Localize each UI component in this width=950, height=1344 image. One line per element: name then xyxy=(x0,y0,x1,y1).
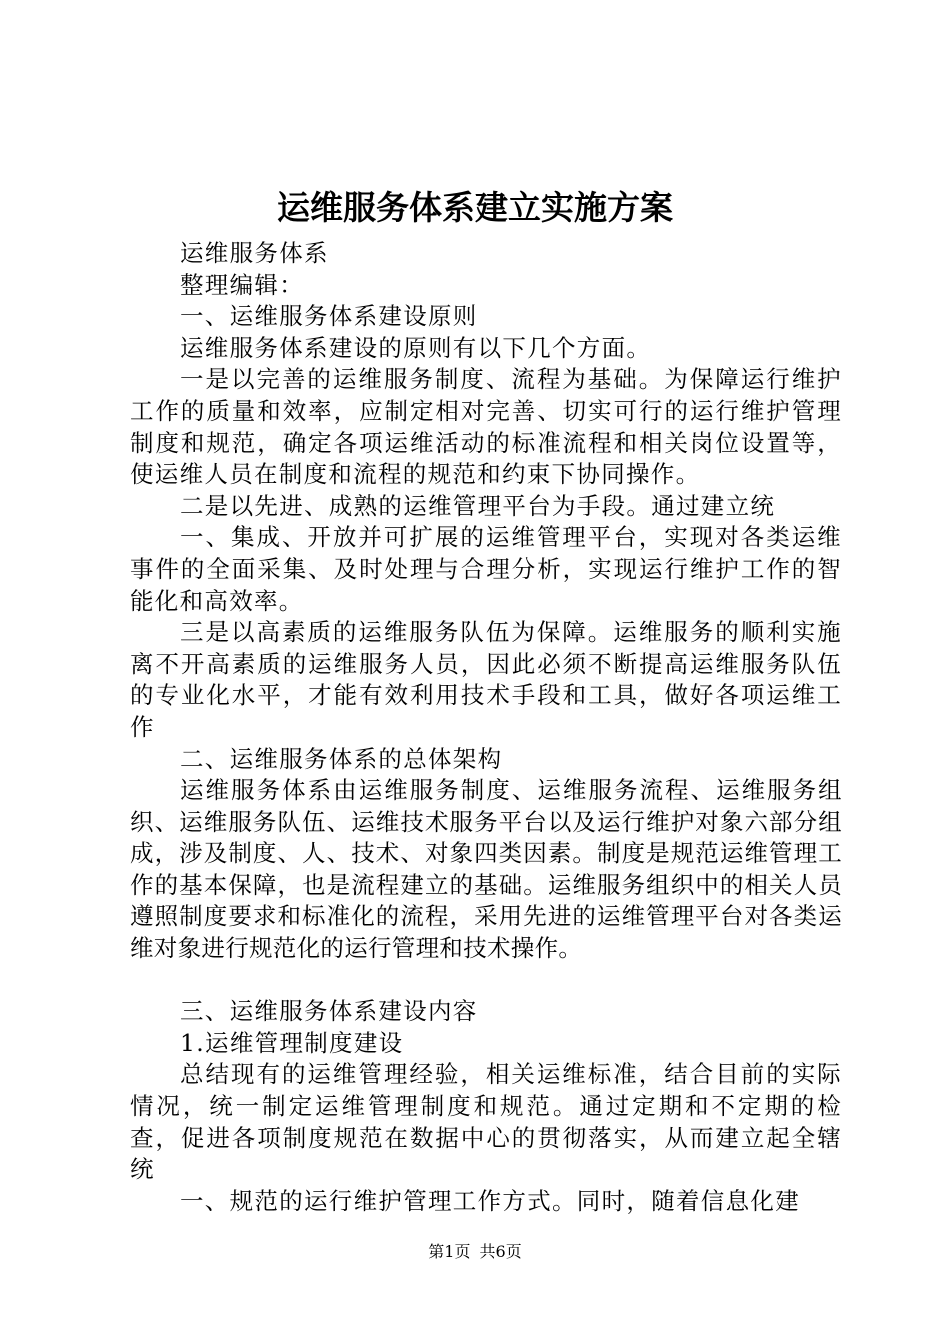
paragraph-editor: 整理编辑： xyxy=(180,270,304,299)
section-heading-2: 二、运维服务体系的总体架构 xyxy=(180,744,503,773)
paragraph: 总结现有的运维管理经验，相关运维标准，结合目前的实际情况，统一制定运维管理制度和规范。通过定期和不定期的检查，促进各项制度规范在数据中心的贯彻落实，从而建立起全辖统 xyxy=(130,1060,842,1184)
section-heading-1: 一、运维服务体系建设原则 xyxy=(180,302,478,331)
page-number: 第1页 xyxy=(428,1242,471,1261)
subsection-heading: 1.运维管理制度建设 xyxy=(180,1028,404,1057)
section-heading-3: 三、运维服务体系建设内容 xyxy=(180,997,478,1026)
paragraph: 运维服务体系由运维服务制度、运维服务流程、运维服务组织、运维服务队伍、运维技术服务平台以及运行维护对象六部分组成，涉及制度、人、技术、对象四类因素。制度是规范运维管理工作的基本保障，也是流程建立的基础。运维服务组织中的相关人员遵照制度要求和标准化的流程，采用先进的运维管理平台对各类运维对象进行规范化的运行管理和技术操作。 xyxy=(130,776,842,963)
page-footer xyxy=(0,1240,950,1264)
paragraph-spacer xyxy=(130,965,842,997)
document-title: 运维服务体系建立实施方案 xyxy=(277,188,673,227)
paragraph-subtitle: 运维服务体系 xyxy=(180,239,329,267)
paragraph: 运维服务体系建设的原则有以下几个方面。 xyxy=(180,333,652,362)
page-total: 共6页 xyxy=(479,1242,522,1261)
paragraph: 二是以先进、成熟的运维管理平台为手段。通过建立统 xyxy=(180,491,776,520)
paragraph: 一、集成、开放并可扩展的运维管理平台，实现对各类运维事件的全面采集、及时处理与合理分析，实现运行维护工作的智能化和高效率。 xyxy=(130,523,842,615)
paragraph: 一是以完善的运维服务制度、流程为基础。为保障运行维护工作的质量和效率，应制定相对完善、切实可行的运行维护管理制度和规范，确定各项运维活动的标准流程和相关岗位设置等，使运维人员在制度和流程的规范和约束下协同操作。 xyxy=(130,365,842,489)
paragraph: 三是以高素质的运维服务队伍为保障。运维服务的顺利实施离不开高素质的运维服务人员，因此必须不断提高运维服务队伍的专业化水平，才能有效利用技术手段和工具，做好各项运维工作 xyxy=(130,618,842,741)
document-body xyxy=(130,238,842,1217)
paragraph: 一、规范的运行维护管理工作方式。同时，随着信息化建 xyxy=(180,1186,800,1215)
